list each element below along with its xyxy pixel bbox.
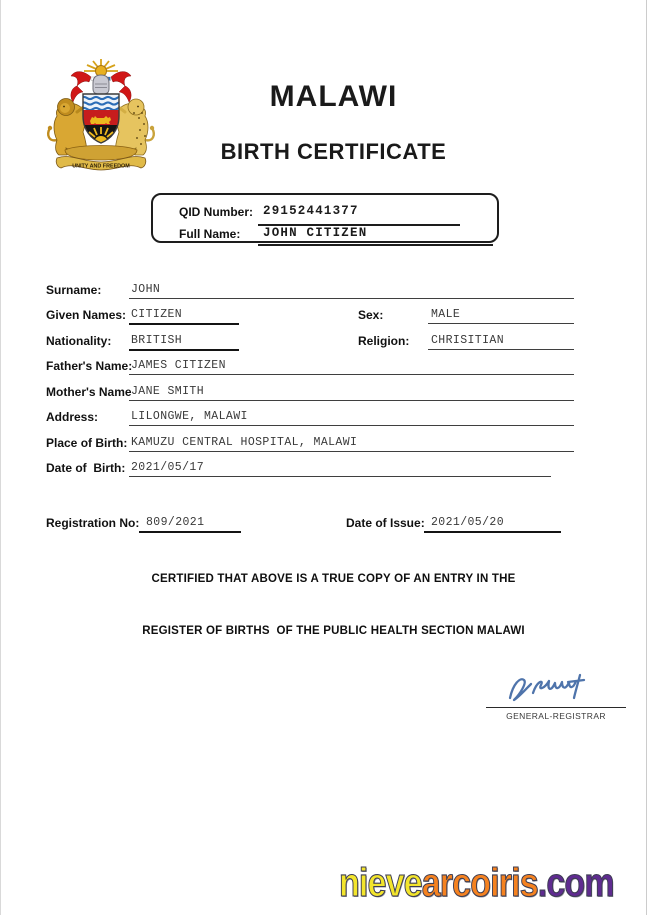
certification-line-2: REGISTER OF BIRTHS OF THE PUBLIC HEALTH SECTION MALAWI	[142, 625, 525, 637]
full-name-value: JOHN CITIZEN	[263, 226, 368, 240]
registrar-signature	[504, 670, 609, 706]
fathers-name-underline	[129, 374, 574, 375]
religion-label: Religion:	[358, 334, 410, 348]
date-of-birth-value: 2021/05/17	[131, 461, 205, 474]
registration-no-label: Registration No:	[46, 516, 140, 530]
sex-label: Sex:	[358, 308, 384, 322]
religion-value: CHRISITIAN	[431, 334, 505, 347]
full-name-underline	[258, 244, 493, 246]
date-of-birth-label: Date of Birth:	[46, 461, 126, 475]
given-names-label: Given Names:	[46, 308, 127, 322]
watermark-part-2: arcoiris	[421, 861, 538, 905]
sex-value: MALE	[431, 308, 461, 321]
place-of-birth-value: KAMUZU CENTRAL HOSPITAL, MALAWI	[131, 436, 358, 449]
registration-no-value: 809/2021	[146, 516, 205, 529]
address-underline	[129, 425, 574, 426]
surname-value: JOHN	[131, 283, 161, 296]
document-title: BIRTH CERTIFICATE	[220, 139, 447, 164]
place-of-birth-underline	[129, 451, 574, 452]
given-names-value: CITIZEN	[131, 308, 183, 321]
nationality-label: Nationality:	[46, 334, 112, 348]
surname-underline	[129, 298, 574, 299]
mothers-name-value: JANE SMITH	[131, 385, 205, 398]
fathers-name-value: JAMES CITIZEN	[131, 359, 226, 372]
date-of-issue-underline	[424, 531, 561, 533]
address-value: LILONGWE, MALAWI	[131, 410, 248, 423]
surname-label: Surname:	[46, 283, 102, 297]
mothers-name-label: Mother's Name	[46, 385, 132, 399]
watermark-part-1: nieve	[339, 861, 422, 905]
registrar-title: GENERAL-REGISTRAR	[506, 711, 606, 721]
sex-underline	[428, 323, 574, 324]
signature-line	[486, 707, 626, 708]
certification-line-1: CERTIFIED THAT ABOVE IS A TRUE COPY OF AN ENTRY IN THE	[151, 573, 516, 585]
watermark	[339, 861, 614, 906]
qid-number-label: QID Number:	[179, 205, 254, 219]
motto-text: UNITY AND FREEDOM	[72, 163, 130, 170]
registration-no-underline	[139, 531, 241, 533]
qid-number-value: 29152441377	[263, 204, 359, 218]
nationality-underline	[129, 349, 239, 351]
watermark-part-3: .com	[537, 861, 614, 905]
address-label: Address:	[46, 410, 99, 424]
nationality-value: BRITISH	[131, 334, 183, 347]
date-of-birth-underline	[129, 476, 551, 477]
fathers-name-label: Father's Name:	[46, 359, 133, 373]
country-title: MALAWI	[269, 80, 398, 113]
full-name-label: Full Name:	[179, 227, 241, 241]
mothers-name-underline	[129, 400, 574, 401]
date-of-issue-value: 2021/05/20	[431, 516, 505, 529]
signature-ink-icon	[504, 670, 609, 706]
given-names-underline	[129, 323, 239, 325]
religion-underline	[428, 349, 574, 350]
place-of-birth-label: Place of Birth:	[46, 436, 128, 450]
date-of-issue-label: Date of Issue:	[346, 516, 425, 530]
qid-box	[151, 193, 499, 243]
